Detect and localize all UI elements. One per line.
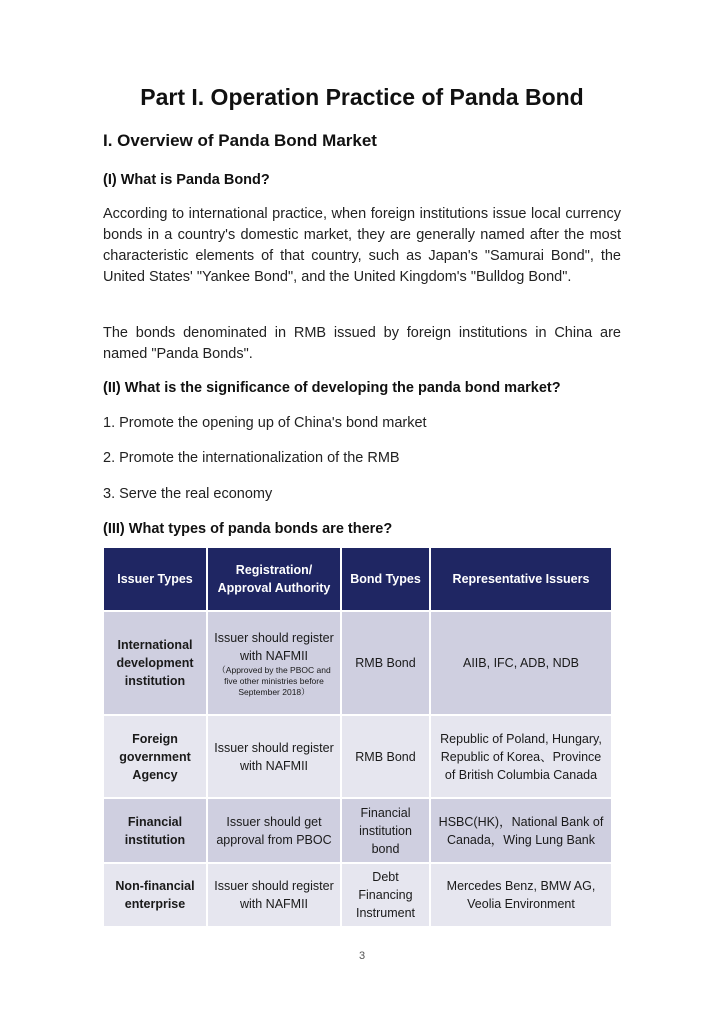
significance-item-1: 1. Promote the opening up of China's bond market (103, 415, 427, 431)
table-row (103, 863, 612, 927)
question-heading-significance: (II) What is the significance of developing the panda bond market? (103, 380, 561, 396)
cell-bond-type: Financial institution bond (341, 798, 430, 863)
significance-item-2: 2. Promote the internationalization of the RMB (103, 450, 400, 466)
table-row (103, 715, 612, 798)
section-heading-overview: I. Overview of Panda Bond Market (103, 131, 377, 150)
cell-issuers: Republic of Poland, Hungary, Republic of Korea、Province of British Columbia Canada (430, 715, 612, 798)
cell-issuers: Mercedes Benz, BMW AG, Veolia Environment (430, 863, 612, 927)
cell-bond-type: Debt Financing Instrument (341, 863, 430, 927)
cell-authority (207, 611, 341, 715)
significance-item-3: 3. Serve the real economy (103, 486, 273, 502)
cell-authority-text: Issuer should register with NAFMII (214, 630, 334, 663)
question-heading-what-is-panda-bond: (I) What is Panda Bond? (103, 172, 270, 188)
cell-bond-type: RMB Bond (341, 611, 430, 715)
page-title: Part I. Operation Practice of Panda Bond (140, 84, 584, 110)
question-heading-types: (III) What types of panda bonds are there? (103, 521, 393, 537)
cell-authority-note: （Approved by the PBOC and five other ministries before September 2018） (217, 664, 331, 697)
cell-issuers: AIIB, IFC, ADB, NDB (430, 611, 612, 715)
cell-issuer-type: Non-financial enterprise (103, 863, 207, 927)
cell-issuer-type: Foreign government Agency (103, 715, 207, 798)
cell-authority: Issuer should register with NAFMII (207, 715, 341, 798)
header-issuer-types: Issuer Types (103, 547, 207, 611)
cell-authority: Issuer should register with NAFMII (207, 863, 341, 927)
cell-bond-type: RMB Bond (341, 715, 430, 798)
cell-issuers: HSBC(HK)，National Bank of Canada，Wing Lung Bank (430, 798, 612, 863)
cell-issuer-type: Financial institution (103, 798, 207, 863)
header-representative-issuers: Representative Issuers (430, 547, 612, 611)
paragraph-panda-bond-definition: The bonds denominated in RMB issued by foreign institutions in China are named "Panda Bonds". (103, 325, 621, 362)
table-row (103, 611, 612, 715)
header-bond-types: Bond Types (341, 547, 430, 611)
table-header-row (103, 547, 612, 611)
table-row (103, 798, 612, 863)
header-authority: Registration/ Approval Authority (207, 547, 341, 611)
paragraph-international-practice: According to international practice, when foreign institutions issue local currency bonds in a country's domestic market, they are generally named after the most characteristic elements of that country, such as Japan's "Samurai Bond", the United States' "Yankee Bond", and the United Kingdom's "Bulldog Bond". (103, 206, 621, 285)
panda-bond-types-table (102, 546, 613, 928)
cell-issuer-type: International development institution (103, 611, 207, 715)
cell-authority: Issuer should get approval from PBOC (207, 798, 341, 863)
page-number: 3 (358, 950, 366, 962)
